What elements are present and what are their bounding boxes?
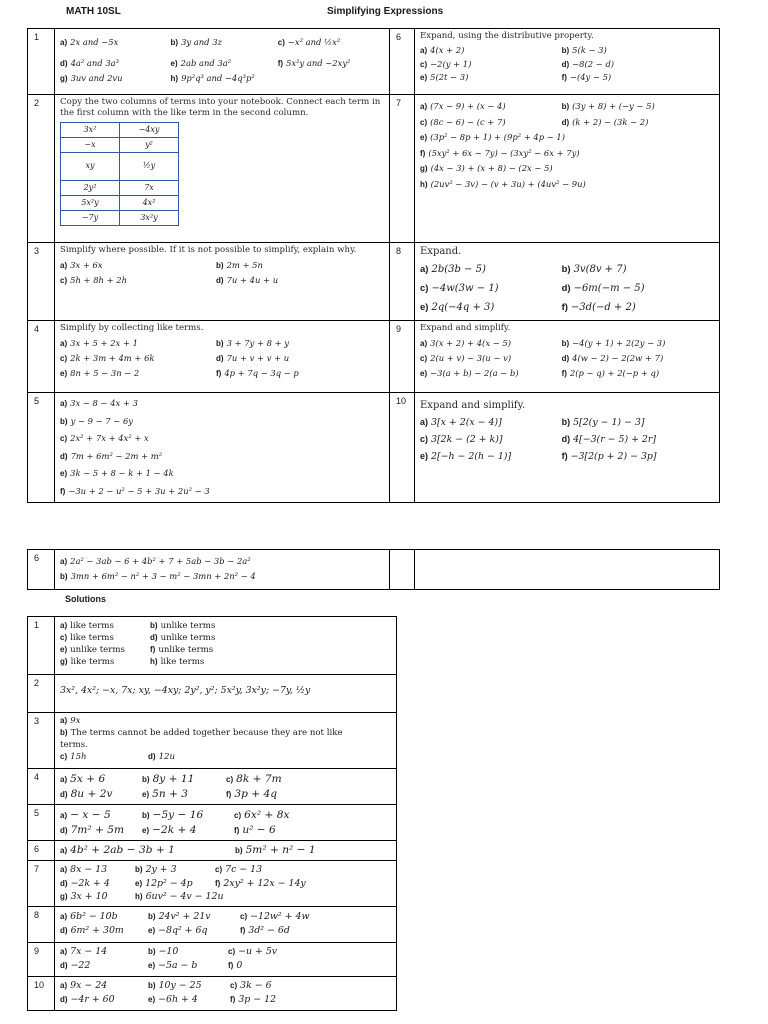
question-6 bbox=[415, 29, 720, 95]
question-10-row: c) 3[2k − (2 + k)] d) 4[−3(r − 5) + 2r] bbox=[420, 434, 657, 445]
exercise-table bbox=[27, 28, 720, 503]
question-2 bbox=[55, 95, 390, 243]
question-6-row: c) −2(y + 1) d) −8(2 − d) bbox=[420, 58, 615, 69]
question-5-row: b) y − 9 − 7 − 6y bbox=[60, 415, 134, 426]
question-number: 5 bbox=[28, 393, 55, 503]
solution-7-row: a) 8x − 13 b) 2y + 3 c) 7c − 13 bbox=[60, 864, 263, 875]
question-6-instruction: Expand, using the distributive property. bbox=[420, 31, 594, 41]
question-number: 10 bbox=[390, 393, 415, 503]
question-10-row: a) 3[x + 2(x − 4)] b) 5[2(y − 1) − 3] bbox=[420, 417, 645, 428]
solution-number: 7 bbox=[28, 861, 55, 907]
question-9-row: c) 2(u + v) − 3(u − v) d) 4(w − 2) − 2(2w + 7) bbox=[420, 353, 664, 363]
question-8-row: a) 2b(3b − 5) b) 3v(8v + 7) bbox=[420, 264, 627, 275]
question-8-instruction: Expand. bbox=[420, 246, 462, 257]
question-7-row: f) (5xy² + 6x − 7y) − (3xy² − 6x + 7y) bbox=[420, 147, 580, 158]
solution-number: 5 bbox=[28, 805, 55, 841]
solution-1-row: a) like terms b) unlike terms bbox=[60, 621, 216, 631]
question-9 bbox=[415, 321, 720, 393]
extra-question-table bbox=[27, 549, 720, 590]
question-1 bbox=[55, 29, 390, 95]
solution-number: 4 bbox=[28, 769, 55, 805]
question-7-row: g) (4x − 3) + (x + 8) − (2x − 5) bbox=[420, 163, 553, 173]
question-1-row: a) 2x and −5x b) 3y and 3z c) −x² and ½x² bbox=[60, 37, 341, 47]
question-10 bbox=[415, 393, 720, 503]
question-6-row: e) 5(2t − 3) f) −(4y − 5) bbox=[420, 72, 612, 82]
question-number: 2 bbox=[28, 95, 55, 243]
empty-cell bbox=[415, 550, 720, 590]
question-5-row: d) 7m + 6m² − 2m + m² bbox=[60, 450, 163, 461]
solution-3-row: a) 9x bbox=[60, 716, 81, 726]
question-9-row: e) −3(a + b) − 2(a − b) f) 2(p − q) + 2(−p + q) bbox=[420, 368, 660, 378]
solution-number: 10 bbox=[28, 976, 55, 1010]
solution-number: 9 bbox=[28, 942, 55, 976]
question-1-row: g) 3uv and 2vu h) 9p²q³ and −4q³p² bbox=[60, 73, 255, 83]
question-3-row: a) 3x + 6x b) 2m + 5n bbox=[60, 260, 263, 270]
question-8-row: c) −4w(3w − 1) d) −6m(−m − 5) bbox=[420, 283, 645, 294]
solution-7 bbox=[55, 861, 397, 907]
solution-5 bbox=[55, 805, 397, 841]
question-number: 4 bbox=[28, 321, 55, 393]
question-8 bbox=[415, 243, 720, 321]
question-3 bbox=[55, 243, 390, 321]
question-7-row: h) (2uv² − 3v) − (v + 3u) + (4uv² − 9u) bbox=[420, 178, 586, 189]
question-5 bbox=[55, 393, 390, 503]
solution-number: 6 bbox=[28, 841, 55, 861]
solution-6-row: a) 4b² + 2ab − 3b + 1 b) 5m² + n² − 1 bbox=[60, 844, 316, 856]
solution-5-row: a) − x − 5 b) −5y − 16 c) 6x² + 8x bbox=[60, 809, 290, 821]
solution-3-row: b) The terms cannot be added together because they are not like terms. bbox=[60, 728, 343, 750]
solution-8-row: a) 6b² − 10b b) 24v² + 21v c) −12w² + 4w bbox=[60, 910, 310, 922]
solution-2-text: 3x², 4x²; −x, 7x; xy, −4xy; 2y², y²; 5x²y, 3x²y; −7y, ½y bbox=[60, 685, 311, 696]
question-9-instruction: Expand and simplify. bbox=[420, 323, 511, 333]
question-7-row: c) (8c − 6) − (c + 7) d) (k + 2) − (3k − 2) bbox=[420, 116, 649, 127]
question-5-row: a) 3x − 8 − 4x + 3 bbox=[60, 398, 138, 408]
question-5-row: e) 3k − 5 + 8 − k + 1 − 4k bbox=[60, 468, 174, 478]
solution-10-row: a) 9x − 24 b) 10y − 25 c) 3k − 6 bbox=[60, 979, 272, 991]
solution-2 bbox=[55, 675, 397, 713]
question-5-row: c) 2x² + 7x + 4x² + x bbox=[60, 433, 149, 443]
solution-4 bbox=[55, 769, 397, 805]
solution-9-row: d) −22 e) −5a − b f) 0 bbox=[60, 959, 243, 971]
question-10-row: e) 2[−h − 2(h − 1)] f) −3[2(p + 2) − 3p] bbox=[420, 451, 657, 462]
solution-1-row: g) like terms h) like terms bbox=[60, 657, 205, 667]
solution-number: 8 bbox=[28, 906, 55, 942]
question-5-row: f) −3u + 2 − u² − 5 + 3u + 2u² − 3 bbox=[60, 485, 210, 496]
solution-5-row: d) 7m² + 5m e) −2k + 4 f) u² − 6 bbox=[60, 824, 276, 836]
solution-7-row: g) 3x + 10 h) 6uv² − 4v − 12u bbox=[60, 891, 224, 902]
solutions-table bbox=[27, 616, 397, 1011]
question-6-row: a) 4(x + 2) b) 5(k − 3) bbox=[420, 45, 607, 55]
like-terms-table: 3x² −4xy −x y² xy ½y 2y² 7x 5x²y 4x² −7y 3x²y bbox=[60, 122, 179, 226]
solution-7-row: d) −2k + 4 e) 12p² − 4p f) 2xy² + 12x − 14y bbox=[60, 877, 306, 889]
solution-6 bbox=[55, 841, 397, 861]
question-number: 1 bbox=[28, 29, 55, 95]
question-4-instruction: Simplify by collecting like terms. bbox=[60, 323, 204, 333]
solution-1 bbox=[55, 617, 397, 675]
solution-4-row: a) 5x + 6 b) 8y + 11 c) 8k + 7m bbox=[60, 773, 282, 785]
question-4-row: c) 2k + 3m + 4m + 6k d) 7u + v + v + u bbox=[60, 353, 290, 363]
solution-number: 2 bbox=[28, 675, 55, 713]
question-10-instruction: Expand and simplify. bbox=[420, 400, 526, 411]
question-4-row: e) 8n + 5 − 3n − 2 f) 4p + 7q − 3q − p bbox=[60, 368, 299, 378]
solution-8-row: d) 6m² + 30m e) −8q² + 6q f) 3d² − 6d bbox=[60, 924, 290, 936]
question-7 bbox=[415, 95, 720, 243]
solution-10-row: d) −4r + 60 e) −6h + 4 f) 3p − 12 bbox=[60, 993, 277, 1005]
solution-number: 1 bbox=[28, 617, 55, 675]
solution-9 bbox=[55, 942, 397, 976]
solution-8 bbox=[55, 906, 397, 942]
question-4-row: a) 3x + 5 + 2x + 1 b) 3 + 7y + 8 + y bbox=[60, 338, 290, 348]
question-7-row: a) (7x − 9) + (x − 4) b) (3y + 8) + (−y − 5) bbox=[420, 101, 655, 111]
question-4 bbox=[55, 321, 390, 393]
solutions-heading: Solutions bbox=[65, 594, 106, 604]
worksheet-title: Simplifying Expressions bbox=[327, 6, 444, 17]
solution-10 bbox=[55, 976, 397, 1010]
solution-4-row: d) 8u + 2v e) 5n + 3 f) 3p + 4q bbox=[60, 788, 277, 800]
question-2-instruction: Copy the two columns of terms into your notebook. Connect each term in the first column with the like term in the second column. bbox=[60, 97, 381, 118]
question-number: 9 bbox=[390, 321, 415, 393]
solution-1-row: e) unlike terms f) unlike terms bbox=[60, 645, 214, 655]
question-number: 8 bbox=[390, 243, 415, 321]
question-number: 7 bbox=[390, 95, 415, 243]
question-8-row: e) 2q(−4q + 3) f) −3d(−d + 2) bbox=[420, 302, 636, 313]
question-6-extra-row: b) 3mn + 6m² − n² + 3 − m² − 3mn + 2n² − 4 bbox=[60, 571, 256, 581]
question-3-row: c) 5h + 8h + 2h d) 7u + 4u + u bbox=[60, 275, 279, 285]
question-number: 6 bbox=[390, 29, 415, 95]
question-6-extra bbox=[55, 550, 390, 590]
solution-3-row: c) 15h d) 12u bbox=[60, 752, 176, 762]
question-6-extra-row: a) 2a² − 3ab − 6 + 4b² + 7 + 5ab − 3b − 2a² bbox=[60, 556, 251, 566]
question-1-row: d) 4a² and 3a³ e) 2ab and 3a² f) 5x²y and −2xy² bbox=[60, 57, 351, 68]
solution-9-row: a) 7x − 14 b) −10 c) −u + 5v bbox=[60, 945, 278, 957]
empty-cell bbox=[390, 550, 415, 590]
question-9-row: a) 3(x + 2) + 4(x − 5) b) −4(y + 1) + 2(2y − 3) bbox=[420, 338, 666, 348]
question-number: 3 bbox=[28, 243, 55, 321]
solution-number: 3 bbox=[28, 713, 55, 769]
question-7-row: e) (3p² − 8p + 1) + (9p² + 4p − 1) bbox=[420, 132, 566, 142]
solution-3 bbox=[55, 713, 397, 769]
question-3-instruction: Simplify where possible. If it is not possible to simplify, explain why. bbox=[60, 245, 357, 255]
course-code: MATH 10SL bbox=[66, 6, 121, 17]
solution-1-row: c) like terms d) unlike terms bbox=[60, 633, 216, 643]
question-number: 6 bbox=[28, 550, 55, 590]
